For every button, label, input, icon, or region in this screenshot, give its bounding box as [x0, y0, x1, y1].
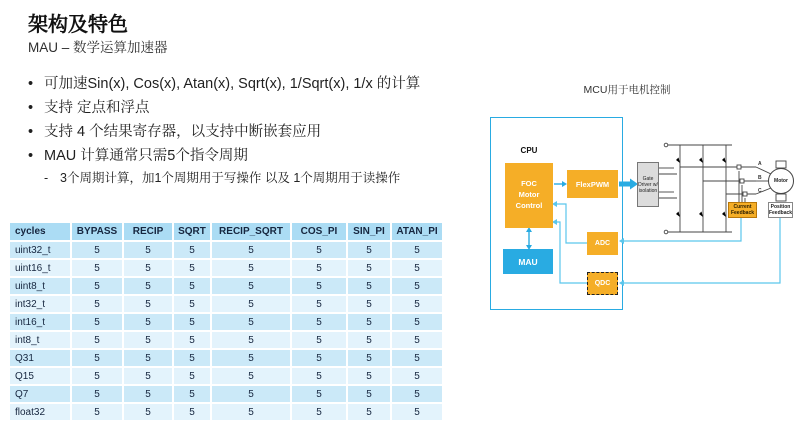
- table-row: [10, 296, 442, 312]
- table-cell: 5: [174, 404, 210, 420]
- table-row: [10, 242, 442, 258]
- table-row: [10, 386, 442, 402]
- table-cell: 5: [348, 350, 390, 366]
- cycles-table: [8, 221, 444, 422]
- row-type-cell: int32_t: [10, 296, 70, 312]
- table-cell: 5: [292, 260, 346, 276]
- table-cell: 5: [124, 278, 172, 294]
- table-cell: 5: [124, 386, 172, 402]
- table-cell: 5: [392, 386, 442, 402]
- table-cell: 5: [292, 278, 346, 294]
- table-cell: 5: [292, 368, 346, 384]
- row-type-cell: int16_t: [10, 314, 70, 330]
- position-feedback-block: Position Feedback: [768, 204, 793, 216]
- table-cell: 5: [124, 404, 172, 420]
- bullet-marker: -: [44, 171, 49, 185]
- bullet-marker: •: [28, 76, 34, 92]
- phase-label-c: C: [758, 188, 762, 194]
- bullet-item: [28, 72, 490, 96]
- table-cell: 5: [212, 386, 290, 402]
- table-cell: 5: [392, 278, 442, 294]
- table-cell: 5: [72, 260, 122, 276]
- table-cell: 5: [292, 242, 346, 258]
- bullet-item: [28, 96, 490, 120]
- table-cell: 5: [72, 296, 122, 312]
- table-row: [10, 332, 442, 348]
- motor-block: Motor: [768, 168, 794, 194]
- mau-block: MAU: [503, 249, 553, 274]
- column-header: RECIP_SQRT: [212, 223, 290, 240]
- table-cell: 5: [174, 350, 210, 366]
- table-cell: 5: [348, 314, 390, 330]
- table-header-row: [10, 223, 442, 240]
- table-cell: 5: [124, 350, 172, 366]
- column-header: BYPASS: [72, 223, 122, 240]
- table-cell: 5: [124, 368, 172, 384]
- table-cell: 5: [124, 296, 172, 312]
- bullet-item: [28, 120, 490, 144]
- table-cell: 5: [392, 242, 442, 258]
- inverter-circuit: [659, 143, 786, 234]
- bullet-text: 3个周期计算，加1个周期用于写操作 以及 1个周期用于读操作: [60, 171, 401, 185]
- motor-control-diagram: [480, 70, 800, 370]
- table-cell: 5: [212, 404, 290, 420]
- row-type-cell: float32: [10, 404, 70, 420]
- table-cell: 5: [348, 296, 390, 312]
- gate-driver-block: Gate Driver w/ isolation: [637, 162, 659, 207]
- table-cell: 5: [174, 368, 210, 384]
- table-row: [10, 278, 442, 294]
- table-cell: 5: [72, 368, 122, 384]
- table-cell: 5: [174, 296, 210, 312]
- table-cell: 5: [212, 314, 290, 330]
- column-header: COS_PI: [292, 223, 346, 240]
- page-title: 架构及特色: [28, 14, 128, 36]
- table-cell: 5: [212, 368, 290, 384]
- table-cell: 5: [292, 296, 346, 312]
- table-cell: 5: [174, 386, 210, 402]
- table-cell: 5: [292, 386, 346, 402]
- row-type-cell: uint16_t: [10, 260, 70, 276]
- table-row: [10, 368, 442, 384]
- table-cell: 5: [292, 314, 346, 330]
- table-cell: 5: [348, 404, 390, 420]
- table-cell: 5: [124, 242, 172, 258]
- table-cell: 5: [72, 404, 122, 420]
- bullet-text: 支持 4 个结果寄存器，以支持中断嵌套应用: [44, 124, 322, 140]
- table-row: [10, 260, 442, 276]
- table-cell: 5: [292, 350, 346, 366]
- row-type-cell: uint8_t: [10, 278, 70, 294]
- adc-block: ADC: [587, 232, 618, 255]
- table-cell: 5: [212, 278, 290, 294]
- table-cell: 5: [174, 242, 210, 258]
- bullet-marker: •: [28, 148, 34, 164]
- bullet-text: 支持 定点和浮点: [44, 100, 150, 116]
- table-cell: 5: [72, 314, 122, 330]
- bullet-text: MAU 计算通常只需5个指令周期: [44, 148, 248, 164]
- foc-motor-control-block: FOC Motor Control: [505, 163, 553, 228]
- row-type-cell: int8_t: [10, 332, 70, 348]
- bullet-item: [28, 144, 490, 168]
- bullet-marker: •: [28, 124, 34, 140]
- cpu-label: CPU: [520, 146, 538, 155]
- table-cell: 5: [348, 332, 390, 348]
- table-cell: 5: [348, 368, 390, 384]
- table-cell: 5: [292, 404, 346, 420]
- bullet-text: 可加速Sin(x), Cos(x), Atan(x), Sqrt(x), 1/Sqrt(x), 1/x 的计算: [44, 76, 421, 92]
- table-row: [10, 314, 442, 330]
- table-cell: 5: [174, 278, 210, 294]
- column-header: SQRT: [174, 223, 210, 240]
- table-cell: 5: [212, 242, 290, 258]
- flexpwm-block: FlexPWM: [567, 170, 618, 198]
- bullet-marker: •: [28, 100, 34, 116]
- row-type-cell: Q7: [10, 386, 70, 402]
- table-cell: 5: [72, 242, 122, 258]
- table-cell: 5: [124, 314, 172, 330]
- row-type-cell: uint32_t: [10, 242, 70, 258]
- table-row: [10, 404, 442, 420]
- table-cell: 5: [72, 350, 122, 366]
- table-cell: 5: [174, 332, 210, 348]
- phase-label-b: B: [758, 175, 762, 181]
- table-cell: 5: [348, 260, 390, 276]
- table-cell: 5: [212, 260, 290, 276]
- table-cell: 5: [212, 332, 290, 348]
- table-cell: 5: [348, 278, 390, 294]
- column-header: SIN_PI: [348, 223, 390, 240]
- diagram-title: MCU用于电机控制: [583, 84, 671, 96]
- table-cell: 5: [392, 296, 442, 312]
- row-type-cell: Q15: [10, 368, 70, 384]
- phase-label-a: A: [758, 161, 762, 167]
- sub-bullet-item: [44, 168, 490, 189]
- table-cell: 5: [392, 404, 442, 420]
- table-body: [10, 242, 442, 420]
- table-cell: 5: [348, 386, 390, 402]
- table-cell: 5: [72, 278, 122, 294]
- column-header: cycles: [10, 223, 70, 240]
- table-cell: 5: [212, 296, 290, 312]
- table-cell: 5: [292, 332, 346, 348]
- table-cell: 5: [174, 260, 210, 276]
- page-subtitle: MAU – 数学运算加速器: [28, 40, 168, 55]
- column-header: RECIP: [124, 223, 172, 240]
- table-cell: 5: [124, 332, 172, 348]
- table-cell: 5: [392, 314, 442, 330]
- table-cell: 5: [392, 260, 442, 276]
- table-row: [10, 350, 442, 366]
- table-cell: 5: [124, 260, 172, 276]
- table-cell: 5: [392, 350, 442, 366]
- table-cell: 5: [392, 368, 442, 384]
- qdc-block: QDC: [587, 272, 618, 295]
- table-cell: 5: [348, 242, 390, 258]
- current-feedback-block: Current Feedback: [728, 202, 757, 218]
- bullet-list: [28, 72, 490, 189]
- table-cell: 5: [72, 386, 122, 402]
- table-cell: 5: [174, 314, 210, 330]
- table-cell: 5: [72, 332, 122, 348]
- row-type-cell: Q31: [10, 350, 70, 366]
- table-cell: 5: [212, 350, 290, 366]
- table-cell: 5: [392, 332, 442, 348]
- column-header: ATAN_PI: [392, 223, 442, 240]
